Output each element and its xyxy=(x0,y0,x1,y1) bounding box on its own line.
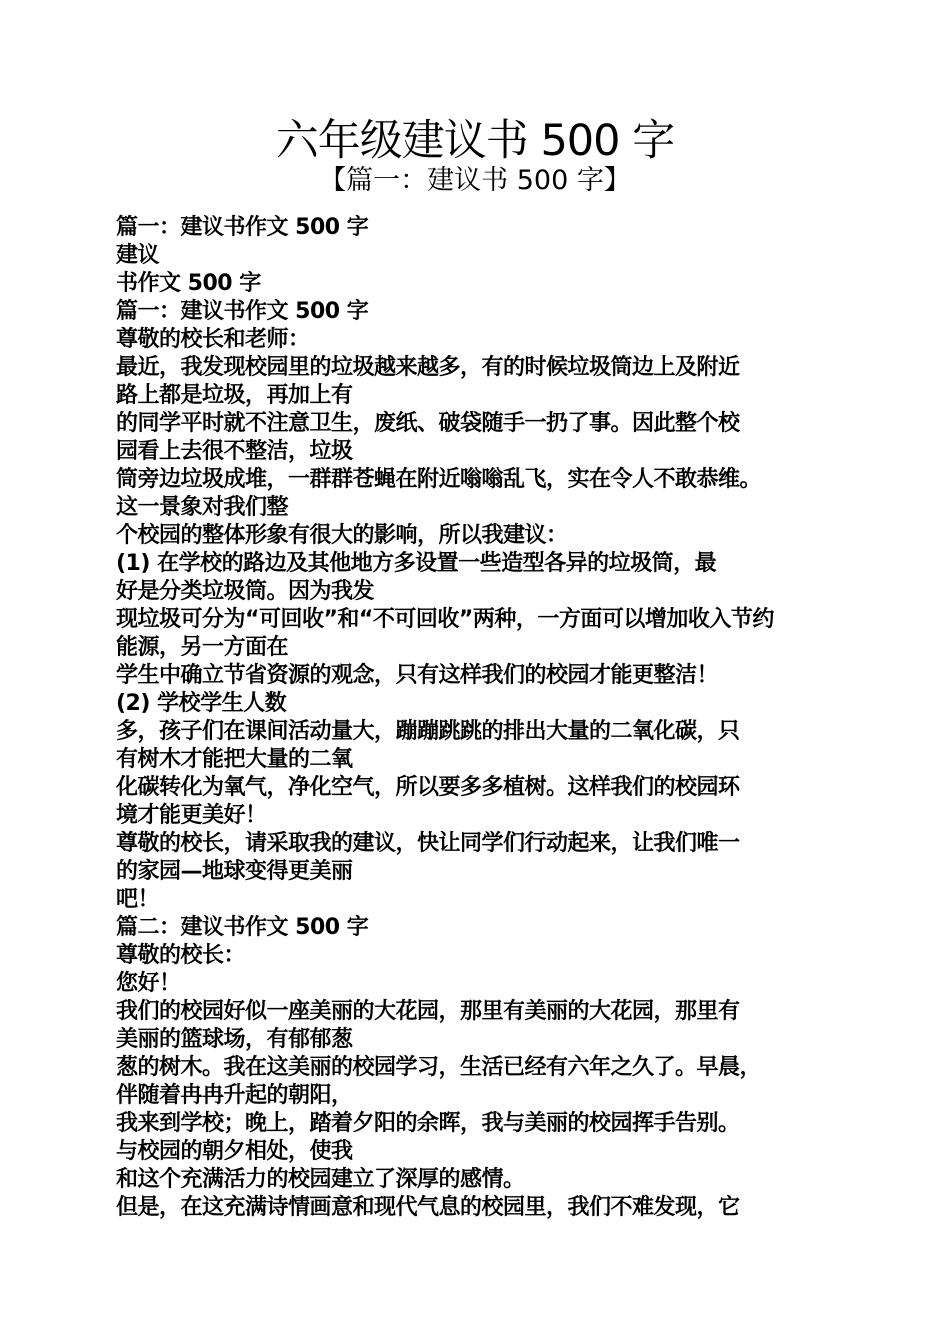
text-line: 篇一：建议书作文 500 字 xyxy=(116,299,369,324)
text-line: 多，孩子们在课间活动量大，蹦蹦跳跳的排出大量的二氧化碳，只 xyxy=(116,719,740,744)
text-line: 最近，我发现校园里的垃圾越来越多，有的时候垃圾筒边上及附近 xyxy=(116,355,740,380)
text-line: 吧！ xyxy=(116,887,160,912)
document-title: 六年级建议书 500 字 xyxy=(275,116,675,166)
text-line: 尊敬的校长： xyxy=(116,943,246,968)
text-line: (2) 学校学生人数 xyxy=(116,691,287,716)
text-line: 园看上去很不整洁，垃圾 xyxy=(116,439,353,464)
text-line: 现垃圾可分为“可回收”和“不可回收”两种，一方面可以增加收入节约 xyxy=(116,607,774,632)
text-line: 与校园的朝夕相处，使我 xyxy=(116,1139,353,1164)
text-line: 这一景象对我们整 xyxy=(116,495,289,520)
text-line: (1) 在学校的路边及其他地方多设置一些造型各异的垃圾筒，最 xyxy=(116,551,717,576)
text-line: 尊敬的校长，请采取我的建议，快让同学们行动起来，让我们唯一 xyxy=(116,831,740,856)
text-line: 美丽的篮球场，有郁郁葱 xyxy=(116,1027,353,1052)
text-line: 和这个充满活力的校园建立了深厚的感情。 xyxy=(116,1167,525,1192)
text-line: 的同学平时就不注意卫生，废纸、破袋随手一扔了事。因此整个校 xyxy=(116,411,740,436)
text-line: 建议 xyxy=(116,243,160,268)
text-line: 我们的校园好似一座美丽的大花园，那里有美丽的大花园，那里有 xyxy=(116,999,740,1024)
text-line: 的家园—地球变得更美丽 xyxy=(116,859,353,884)
text-line: 伴随着冉冉升起的朝阳， xyxy=(116,1083,353,1108)
text-line: 葱的树木。我在这美丽的校园学习，生活已经有六年之久了。早晨， xyxy=(116,1055,762,1080)
text-line: 好是分类垃圾筒。因为我发 xyxy=(116,579,375,604)
text-line: 境才能更美好！ xyxy=(116,803,267,828)
text-line: 但是，在这充满诗情画意和现代气息的校园里，我们不难发现，它 xyxy=(116,1195,740,1220)
text-line: 我来到学校；晚上，踏着夕阳的余晖，我与美丽的校园挥手告别。 xyxy=(116,1111,740,1136)
text-line: 书作文 500 字 xyxy=(116,271,261,296)
text-line: 尊敬的校长和老师： xyxy=(116,327,310,352)
text-line: 能源，另一方面在 xyxy=(116,635,289,660)
document-subtitle: 【篇一：建议书 500 字】 xyxy=(319,165,631,196)
text-line: 篇一：建议书作文 500 字 xyxy=(116,215,369,240)
text-line: 路上都是垃圾，再加上有 xyxy=(116,383,353,408)
text-line: 筒旁边垃圾成堆，一群群苍蝇在附近嗡嗡乱飞，实在令人不敢恭维。 xyxy=(116,467,762,492)
text-line: 化碳转化为氧气，净化空气，所以要多多植树。这样我们的校园环 xyxy=(116,775,740,800)
text-line: 篇二：建议书作文 500 字 xyxy=(116,915,369,940)
text-line: 有树木才能把大量的二氧 xyxy=(116,747,353,772)
text-line: 您好！ xyxy=(116,971,181,996)
text-line: 学生中确立节省资源的观念，只有这样我们的校园才能更整洁！ xyxy=(116,663,719,688)
document-body xyxy=(116,214,834,1222)
text-line: 个校园的整体形象有很大的影响，所以我建议： xyxy=(116,523,568,548)
